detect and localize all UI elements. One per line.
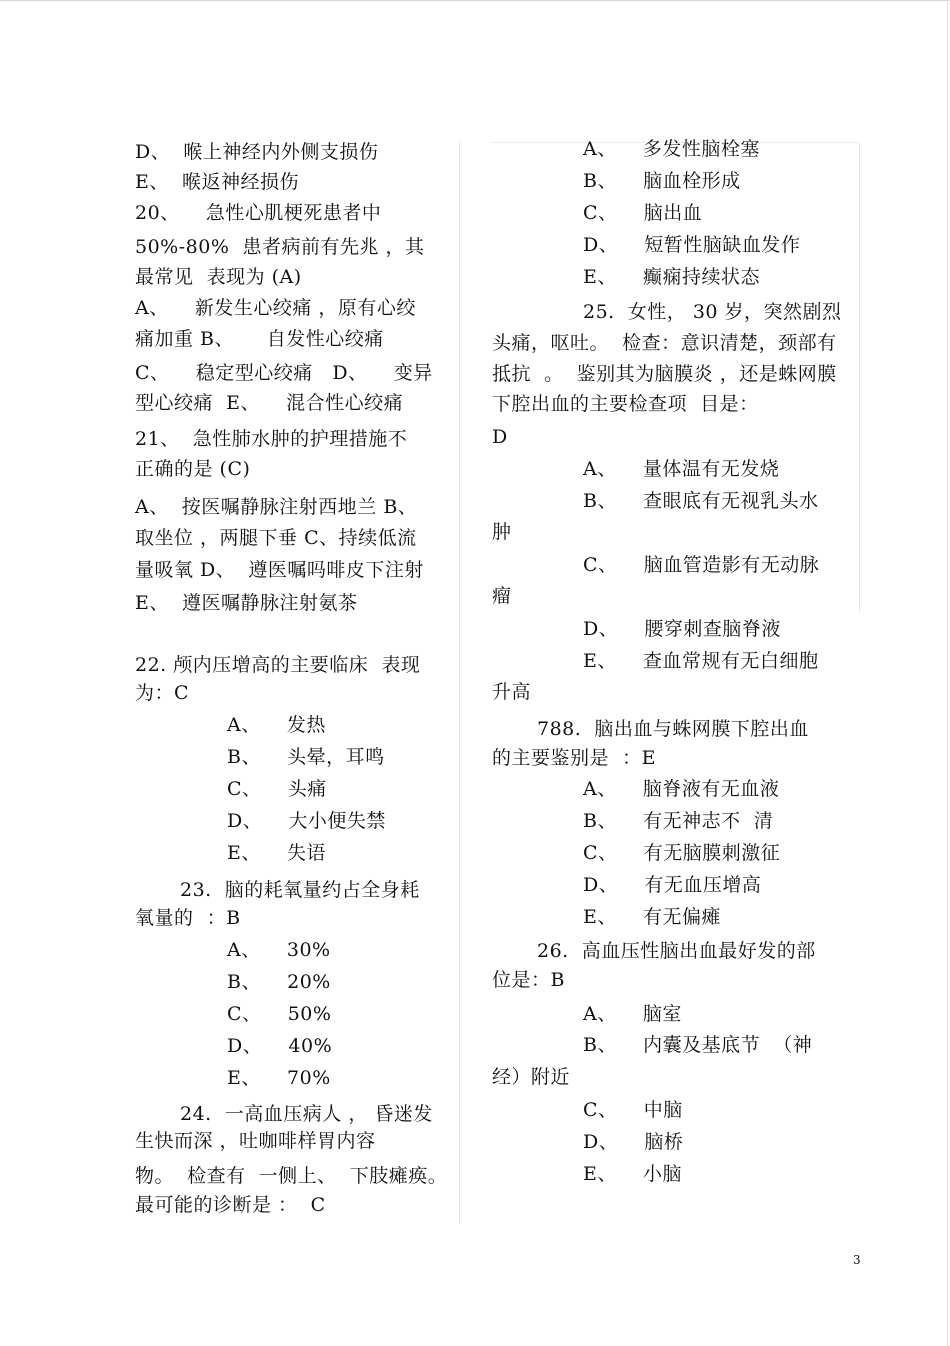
text-line: 的主要鉴别是 ：E [492, 747, 656, 769]
text-line: C、 稳定型心绞痛 D、 变异 [135, 362, 433, 384]
option-line: A、 量体温有无发烧 [583, 458, 780, 480]
page-right-edge [947, 0, 948, 1346]
text-line: 最可能的诊断是 ： C [135, 1194, 326, 1216]
question-20-line: 20、 急性心肌梗死患者中 [135, 202, 382, 224]
text-line: E、 喉返神经损伤 [135, 171, 299, 193]
text-line: A、 按医嘱静脉注射西地兰 B、 [135, 496, 418, 518]
text-line: D [492, 426, 508, 448]
option-line: C、 脑出血 [583, 202, 703, 224]
text-line: 型心绞痛 E、 混合性心绞痛 [135, 392, 404, 414]
option-line: A、 多发性脑栓塞 [583, 138, 760, 160]
page-number: 3 [853, 1253, 861, 1267]
option-line: C、 50% [227, 1003, 332, 1025]
text-line: 肿 [492, 521, 512, 543]
option-line: D、 大小便失禁 [227, 810, 386, 832]
option-line: D、 短暂性脑缺血发作 [583, 234, 801, 256]
option-line: D、 腰穿刺查脑脊液 [583, 618, 781, 640]
question-788-line: 788. 脑出血与蛛网膜下腔出血 [537, 718, 809, 740]
text-line: 痛加重 B、 自发性心绞痛 [135, 328, 384, 350]
text-line: 为：C [135, 682, 190, 704]
option-line: A、 发热 [227, 714, 326, 736]
text-line: 位是：B [492, 969, 565, 991]
option-line: E、 有无偏瘫 [583, 906, 722, 928]
option-line: C、 头痛 [227, 778, 327, 800]
text-line: E、 遵医嘱静脉注射氨茶 [135, 592, 358, 614]
column-divider [459, 142, 460, 1224]
option-line: E、 小脑 [583, 1163, 683, 1185]
option-line: B、 查眼底有无视乳头水 [583, 490, 819, 512]
question-24-line: 24. 一高血压病人 ， 昏迷发 [180, 1103, 433, 1125]
text-line: 头痛，呕吐。 检查：意识清楚，颈部有 [492, 332, 837, 354]
option-line: B、 内囊及基底节 （神 [583, 1034, 813, 1056]
text-line: 正确的是 (C) [135, 458, 251, 480]
option-line: A、 30% [227, 939, 331, 961]
option-line: C、 有无脑膜刺激征 [583, 842, 781, 864]
option-line: C、 脑血管造影有无动脉 [583, 554, 820, 576]
option-line: A、 脑室 [583, 1003, 682, 1025]
question-22-line: 22. 颅内压增高的主要临床 表现 [135, 654, 421, 676]
option-line: E、 查血常规有无白细胞 [583, 650, 819, 672]
option-line: D、 脑桥 [583, 1131, 684, 1153]
text-line: A、 新发生心绞痛 ，原有心绞 [135, 297, 416, 319]
option-line: E、 70% [227, 1067, 331, 1089]
option-line: B、 有无神志不 清 [583, 810, 774, 832]
text-line: 取坐位 ，两腿下垂 C、持续低流 [135, 527, 417, 549]
text-line: 50%-80% 患者病前有先兆 ，其 [135, 236, 425, 258]
option-line: A、 脑脊液有无血液 [583, 778, 780, 800]
right-column-edge [859, 142, 860, 612]
option-line: C、 中脑 [583, 1099, 683, 1121]
text-line: 经）附近 [492, 1066, 571, 1088]
option-line: B、 头晕，耳鸣 [227, 746, 385, 768]
text-line: 抵抗 。 鉴别其为脑膜炎 ，还是蛛网膜 [492, 363, 837, 385]
option-line: D、 40% [227, 1035, 333, 1057]
question-26-line: 26. 高血压性脑出血最好发的部 [537, 940, 816, 962]
question-23-line: 23. 脑的耗氧量约占全身耗 [180, 879, 420, 901]
text-line: 氧量的 ：B [135, 907, 241, 929]
option-line: D、 有无血压增高 [583, 874, 762, 896]
text-line: 生快而深 ，吐咖啡样胃内容 [135, 1130, 376, 1152]
text-line: 下腔出血的主要检查项 目是： [492, 393, 759, 415]
question-25-line: 25. 女性， 30 岁，突然剧烈 [583, 301, 842, 323]
option-line: E、 癫痫持续状态 [583, 266, 761, 288]
option-line: E、 失语 [227, 842, 327, 864]
text-line: 瘤 [492, 585, 512, 607]
page-top-edge [0, 0, 950, 1]
option-line: B、 20% [227, 971, 331, 993]
text-line: 量吸氧 D、 遵医嘱吗啡皮下注射 [135, 559, 424, 581]
text-line: 物。 检查有 一侧上、 下肢瘫痪。 [135, 1165, 448, 1187]
text-line: 最常见 表现为 (A) [135, 266, 302, 288]
question-21-line: 21、 急性肺水肿的护理措施不 [135, 428, 408, 450]
text-line: D、 喉上神经内外侧支损伤 [135, 141, 379, 163]
text-line: 升高 [492, 681, 532, 703]
option-line: B、 脑血栓形成 [583, 170, 741, 192]
